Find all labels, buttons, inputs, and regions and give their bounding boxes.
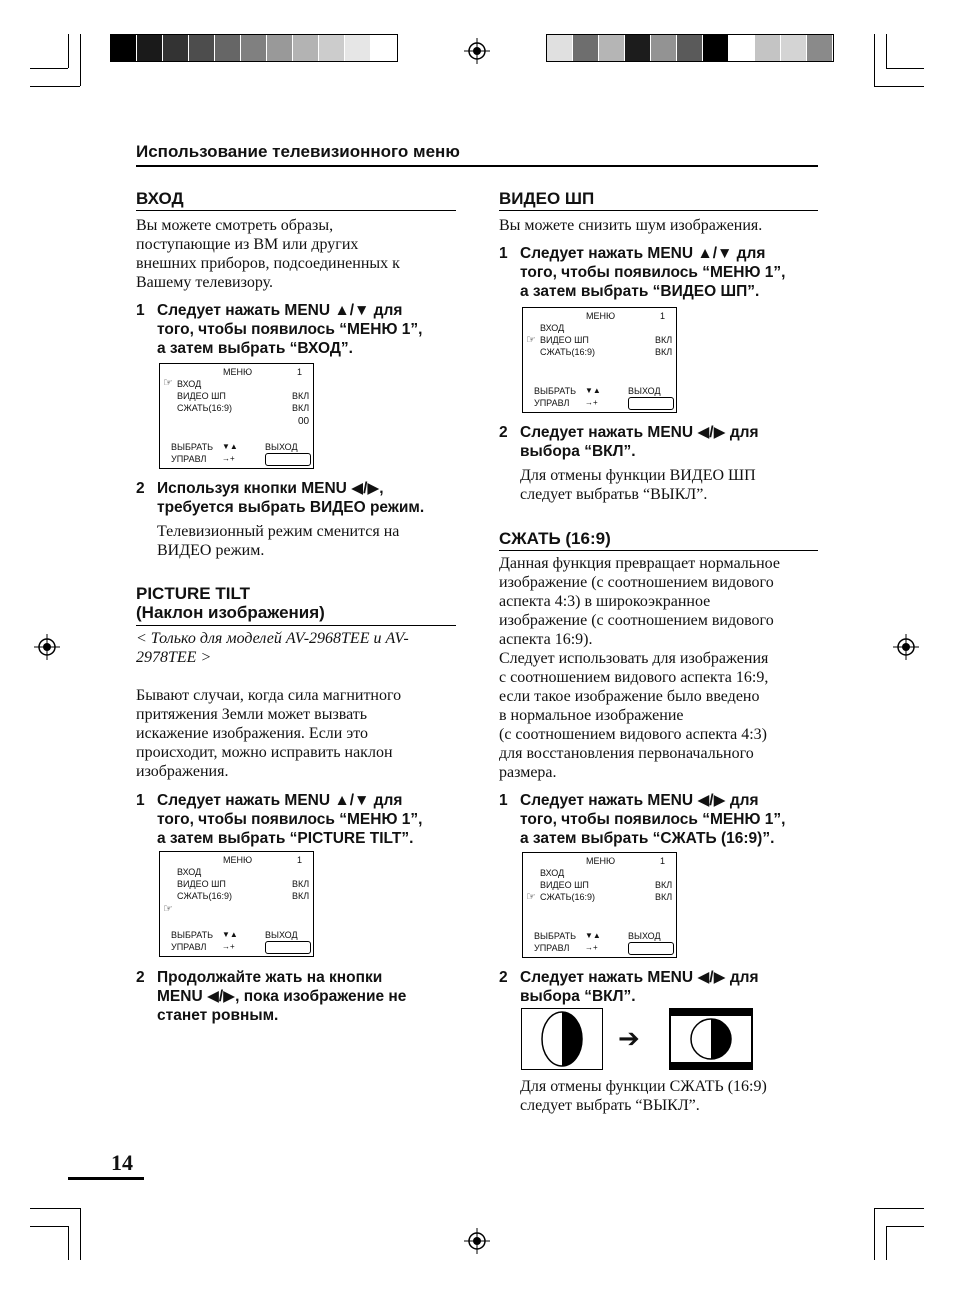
menu-screen-tilt: МЕНЮ 1 ВХОД ВИДЕО ШП ВКЛ СЖАТЬ(16:9) ВКЛ ☞ ВЫБРАТЬ ▼▲ ВЫХОД УПРАВЛ →+: [159, 851, 314, 957]
crop-mark: [886, 1226, 887, 1260]
color-swatch: [345, 35, 371, 61]
color-swatch: [137, 35, 163, 61]
pointer-icon: ☞: [163, 377, 173, 389]
menu-screen-vhod: МЕНЮ 1 ☞ ВХОД ВИДЕО ШП ВКЛ СЖАТЬ(16:9) ВКЛ 00 ВЫБРАТЬ ▼▲ ВЫХОД УПРАВЛ →+: [159, 363, 314, 469]
aspect-16-9-illustration: [669, 1008, 753, 1070]
menu-screen-szhat: МЕНЮ 1 ВХОД ВИДЕО ШП ВКЛ ☞ СЖАТЬ(16:9) ВКЛ ВЫБРАТЬ ▼▲ ВЫХОД УПРАВЛ →+: [522, 852, 677, 958]
vhod-title: ВХОД: [136, 189, 184, 208]
crop-mark: [886, 34, 887, 68]
crop-mark: [874, 86, 924, 87]
color-calibration-bar-left: [110, 34, 398, 62]
vhod-step-2: 2 Используя кнопки MENU ◀/▶, требуется выбрать ВИДЕО режим.: [136, 480, 425, 516]
color-swatch: [547, 35, 573, 61]
color-swatch: [651, 35, 677, 61]
exit-button-outline: [265, 941, 311, 954]
color-swatch: [371, 35, 397, 61]
color-swatch: [599, 35, 625, 61]
section-header-rule: [136, 165, 818, 167]
szhat-title: СЖАТЬ (16:9): [499, 529, 611, 548]
crop-mark: [68, 34, 69, 68]
exit-button-outline: [628, 942, 674, 955]
vhod-title-rule: [136, 210, 456, 211]
exit-button-outline: [628, 397, 674, 410]
crop-mark: [886, 68, 924, 69]
tilt-title: PICTURE TILT (Наклон изображения): [136, 584, 325, 622]
vhod-body: Вы можете смотреть образы, поступающие из ВМ или других внешних приборов, подсоединенных к Вашему телевизору.: [136, 217, 400, 291]
color-calibration-bar-right: [546, 34, 834, 62]
tilt-step-2: 2 Продолжайте жать на кнопки MENU ◀/▶, пока изображение не станет ровным.: [136, 969, 407, 1024]
szhat-step-2-body: Для отмены функции СЖАТЬ (16:9) следует выбрать “ВЫКЛ”.: [520, 1078, 767, 1114]
color-swatch: [267, 35, 293, 61]
color-swatch: [319, 35, 345, 61]
vhod-step-2-body: Телевизионный режим сменится на ВИДЕО режим.: [157, 523, 400, 559]
szhat-step-2: 2 Следует нажать MENU ◀/▶ для выбора “ВКЛ”.: [499, 969, 759, 1005]
menu-screen-video-shp: МЕНЮ 1 ВХОД ☞ ВИДЕО ШП ВКЛ СЖАТЬ(16:9) ВКЛ ВЫБРАТЬ ▼▲ ВЫХОД УПРАВЛ →+: [522, 307, 677, 413]
color-swatch: [781, 35, 807, 61]
pointer-icon: ☞: [163, 903, 173, 915]
vhod-step-1: 1 Следует нажать MENU ▲/▼ для того, чтобы появилось “МЕНЮ 1”, а затем выбрать “ВХОД”.: [136, 302, 423, 357]
aspect-4-3-illustration: [521, 1008, 603, 1070]
color-swatch: [807, 35, 833, 61]
color-swatch: [703, 35, 729, 61]
section-header: Использование телевизионного меню: [136, 142, 460, 161]
crop-mark: [30, 1208, 80, 1209]
crop-mark: [30, 1226, 68, 1227]
color-swatch: [625, 35, 651, 61]
crop-mark: [80, 34, 81, 86]
crop-mark: [874, 1208, 924, 1209]
video-shp-body: Вы можете снизить шум изображения.: [499, 217, 763, 234]
page-number: 14: [111, 1150, 133, 1175]
crop-mark: [30, 86, 80, 87]
tilt-body: Бывают случаи, когда сила магнитного притяжения Земли может вызвать искажение изображения. Если это происходит, можно исправить наклон изображения.: [136, 687, 402, 780]
video-shp-step-1: 1 Следует нажать MENU ▲/▼ для того, чтобы появилось “МЕНЮ 1”, а затем выбрать “ВИДЕО ШП”.: [499, 245, 786, 300]
tilt-step-1: 1 Следует нажать MENU ▲/▼ для того, чтобы появилось “МЕНЮ 1”, а затем выбрать “PICTURE TILT”.: [136, 792, 423, 847]
color-swatch: [677, 35, 703, 61]
crop-mark: [80, 1208, 81, 1260]
crop-mark: [30, 68, 68, 69]
crop-mark: [886, 1226, 924, 1227]
registration-mark-icon: [464, 1228, 490, 1254]
video-shp-title: ВИДЕО ШП: [499, 189, 595, 208]
pointer-icon: ☞: [526, 891, 536, 903]
color-swatch: [729, 35, 755, 61]
szhat-title-rule: [499, 550, 818, 551]
color-swatch: [241, 35, 267, 61]
color-swatch: [215, 35, 241, 61]
registration-mark-icon: [34, 634, 60, 660]
tilt-note: < Только для моделей AV-2968TEE и AV- 2978TEE >: [136, 630, 409, 666]
video-shp-step-2-body: Для отмены функции ВИДЕО ШП следует выбратьв “ВЫКЛ”.: [520, 467, 756, 503]
exit-button-outline: [265, 453, 311, 466]
tilt-title-rule: [136, 625, 456, 626]
szhat-body: Данная функция превращает нормальное изображение (с соотношением видового аспекта 4:3) в широкоэкранное изображение (с соотношением видового аспекта 16:9). Следует использовать для изображения с соотношением видового аспекта 16:9, если такое изображение было введено в нормальное изображение (с соотношением видового аспекта 4:3) для восстановления первоначального размера.: [499, 555, 780, 781]
crop-mark: [68, 1226, 69, 1260]
color-swatch: [189, 35, 215, 61]
video-shp-step-2: 2 Следует нажать MENU ◀/▶ для выбора “ВКЛ”.: [499, 424, 759, 460]
page-number-rule: [68, 1177, 144, 1180]
pointer-icon: ☞: [526, 334, 536, 346]
color-swatch: [293, 35, 319, 61]
registration-mark-icon: [464, 38, 490, 64]
color-swatch: [163, 35, 189, 61]
color-swatch: [755, 35, 781, 61]
szhat-step-1: 1 Следует нажать MENU ◀/▶ для того, чтобы появилось “МЕНЮ 1”, а затем выбрать “СЖАТЬ (16:9)”.: [499, 792, 786, 847]
crop-mark: [874, 1208, 875, 1260]
video-shp-title-rule: [499, 210, 818, 211]
color-swatch: [111, 35, 137, 61]
arrow-icon: ➔: [618, 1024, 640, 1054]
registration-mark-icon: [893, 634, 919, 660]
color-swatch: [573, 35, 599, 61]
crop-mark: [874, 34, 875, 86]
